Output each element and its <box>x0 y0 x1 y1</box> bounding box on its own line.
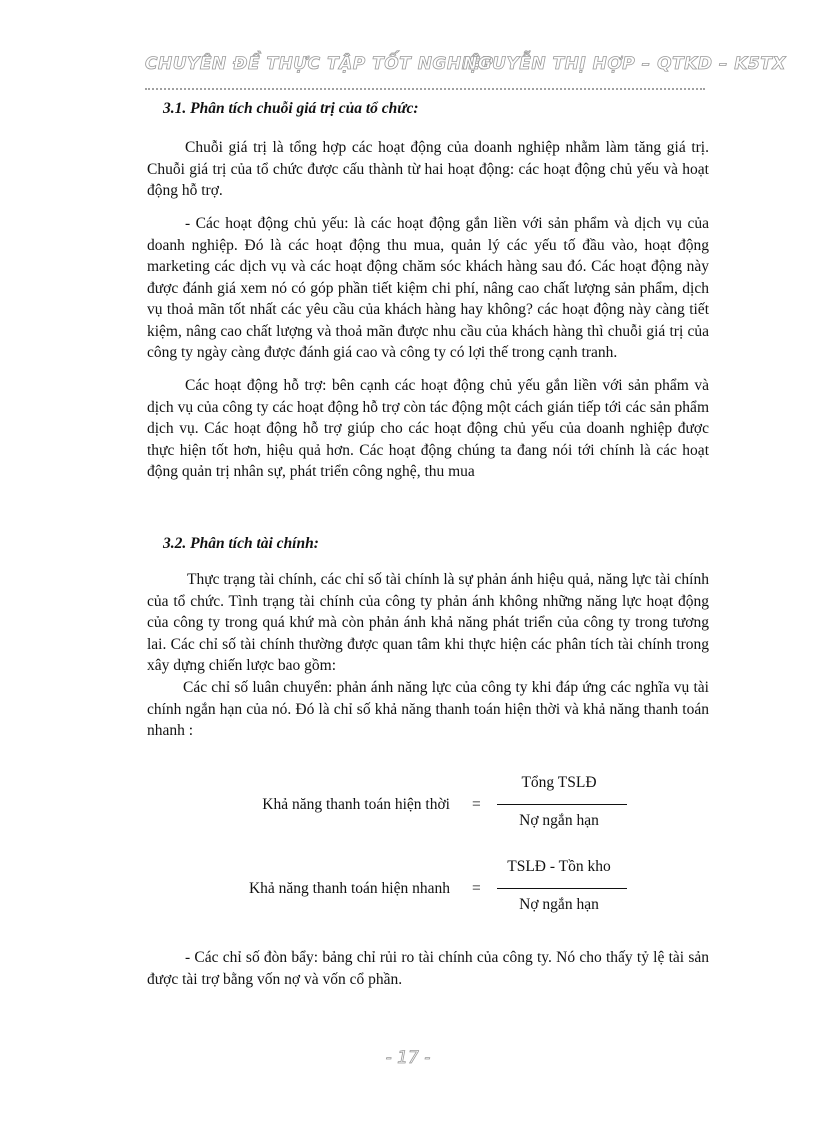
paragraph: Các chỉ số luân chuyển: phản ánh năng lực của công ty khi đáp ứng các nghĩa vụ tài chính ngắn hạn của nó. Đó là chỉ số khả năng thanh toán hiện thời và khả năng thanh toán nhanh : <box>147 679 709 739</box>
formula-numerator: TSLĐ - Tồn kho <box>507 858 611 875</box>
section-heading-finance: 3.2. Phân tích tài chính: <box>163 535 319 552</box>
page-header <box>145 50 786 80</box>
header-title-left: CHUYÊN ĐỀ THỰC TẬP TỐT NGHIỆP <box>145 54 494 74</box>
paragraph: Thực trạng tài chính, các chỉ số tài chính là sự phản ánh hiệu quả, năng lực tài chính của tổ chức. Tình trạng tài chính của công ty phản ánh không những năng lực hoạt động của công ty trong quá khứ mà còn phản ánh khả năng phát triển của công ty trong tương lai. Các chỉ số tài chính thường được quan tâm khi thực hiện các phân tích tài chính trong xây dựng chiến lược bao gồm: <box>147 571 709 674</box>
formula-quick-ratio <box>0 858 816 928</box>
formula-denominator: Nợ ngắn hạn <box>519 896 599 913</box>
paragraph: - Các hoạt động chủ yếu: là các hoạt động gắn liền với sản phẩm và dịch vụ của doanh nghiệp. Đó là các hoạt động thu mua, quản lý các yếu tố đầu vào, hoạt động marketing các dịch vụ và các hoạt động chăm sóc khách hàng sau đó. Các hoạt động này được đánh giá xem nó có góp phần tiết kiệm chi phí, nâng cao chất lượng sản phẩm, dịch vụ thoả mãn tốt nhất các yêu cầu của khách hàng hay không? các hoạt động này càng tiết kiệm, nâng cao chất lượng và thoả mãn được nhu cầu của khách hàng thì chuỗi giá trị của công ty ngày càng được đánh giá cao và công ty có lợi thế trong cạnh tranh. <box>147 215 709 361</box>
header-author-right: NGUYỄN THỊ HỢP – QTKD – K5TX <box>463 54 786 74</box>
formula-label: Khả năng thanh toán hiện nhanh <box>248 880 450 897</box>
paragraph: Các hoạt động hỗ trợ: bên cạnh các hoạt động chủ yếu gắn liền với sản phẩm và dịch vụ của công ty các hoạt động hỗ trợ còn tác động một cách gián tiếp tới các sản phẩm dịch vụ. Các hoạt động hỗ trợ giúp cho các hoạt động chủ yếu của doanh nghiệp được thực hiện tốt hơn, hiệu quả hơn. Các hoạt động chúng ta đang nói tới chính là các hoạt động quản trị nhân sự, phát triển công nghệ, thu mua <box>147 377 709 480</box>
fraction-bar <box>497 888 627 889</box>
formula-label: Khả năng thanh toán hiện thời <box>262 796 450 813</box>
header-divider <box>145 88 705 90</box>
formula-current-ratio <box>0 774 816 844</box>
paragraph: - Các chỉ số đòn bẩy: bảng chỉ rủi ro tài chính của công ty. Nó cho thấy tỷ lệ tài sản được tài trợ bằng vốn nợ và vốn cổ phần. <box>147 949 709 988</box>
equals-sign: = <box>472 880 481 897</box>
formula-numerator: Tổng TSLĐ <box>521 774 597 791</box>
section-heading-value-chain: 3.1. Phân tích chuỗi giá trị của tổ chức: <box>163 100 419 117</box>
equals-sign: = <box>472 796 481 813</box>
fraction-bar <box>497 804 627 805</box>
paragraph: Chuỗi giá trị là tổng hợp các hoạt động của doanh nghiệp nhằm làm tăng giá trị. Chuỗi giá trị của tổ chức được cấu thành từ hai hoạt động: các hoạt động chủ yếu và hoạt động hỗ trợ. <box>147 139 709 199</box>
page-number: - 17 - <box>385 1048 431 1068</box>
formula-denominator: Nợ ngắn hạn <box>519 812 599 829</box>
